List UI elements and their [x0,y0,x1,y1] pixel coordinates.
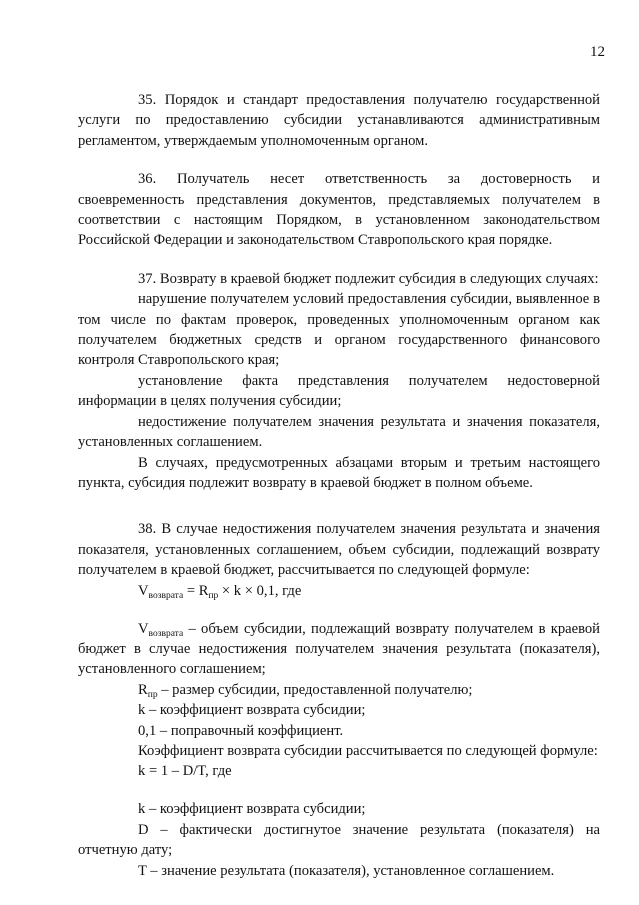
paragraph-37-case-2: установление факта представления получателем недостоверной информации в целях получения субсидии; [78,372,600,410]
page-number: 12 [590,44,605,60]
formula-r-subscript: пр [208,590,219,601]
def-r-text: – размер субсидии, предоставленной получателю; [157,681,473,698]
definition-r [78,680,600,700]
paragraph-36: 36. Получатель несет ответственность за достоверность и своевременность представления документов, представляемых получателем в соответствии с настоящим Порядком, в установленном законодательством Российской Федерации и законодательством Ставропольского края порядке. [78,171,600,249]
def-v-text: – объем субсидии, подлежащий возврату получателем в краевой бюджет в случае недостижения получателем значения результата (показателя), установленного соглашением; [78,620,600,678]
definition-k: k – коэффициент возврата субсидии; [138,702,366,719]
definition-coefficient: 0,1 – поправочный коэффициент. [138,722,344,739]
paragraph-37-case-3: недостижение получателем значения результата и значения показателя, установленных соглашением. [78,413,600,451]
def-r-symbol: R [138,681,148,698]
formula-refund-volume [78,581,600,601]
paragraph-37-closing: В случаях, предусмотренных абзацами вторым и третьим настоящего пункта, субсидия подлежит возврату в краевой бюджет в полном объеме. [78,454,600,491]
paragraph-37-case-1: нарушение получателем условий предоставления субсидии, выявленное в том числе по фактам проверок, проведенных уполномоченным органом как получателем бюджетных средств и органом государственного финансового контроля Ставропольского края; [78,291,600,369]
paragraph-38-intro: 38. В случае недостижения получателем значения результата и значения показателя, установленных соглашением, объем субсидии, подлежащий возврату получателем в краевой бюджет, рассчитывается по следующей формуле: [78,521,600,579]
definition-t: T – значение результата (показателя), установленное соглашением. [138,862,555,879]
definition-v [78,619,600,680]
formula-v-subscript: возврата [148,590,184,601]
k-formula-intro: Коэффициент возврата субсидии рассчитывается по следующей формуле: [138,742,598,759]
def-v-symbol: V [138,620,149,637]
formula-rest: × k × 0,1, где [218,582,302,599]
document-body [78,90,600,881]
paragraph-35: 35. Порядок и стандарт предоставления получателю государственной услуги по предоставлению субсидии устанавливаются административным регламентом, утверждаемым уполномоченным органом. [78,92,600,149]
paragraph-37-intro: 37. Возврату в краевой бюджет подлежит субсидия в следующих случаях: [138,270,599,287]
definition-d: D – фактически достигнутое значение результата (показателя) на отчетную дату; [78,821,600,859]
def-r-subscript: пр [147,689,158,700]
def-v-subscript: возврата [148,628,184,639]
definition-k-2: k – коэффициент возврата субсидии; [138,801,366,818]
formula-v-symbol: V [138,582,149,599]
formula-k: k = 1 – D/T, где [138,763,232,780]
formula-eq-r: = R [183,582,209,599]
